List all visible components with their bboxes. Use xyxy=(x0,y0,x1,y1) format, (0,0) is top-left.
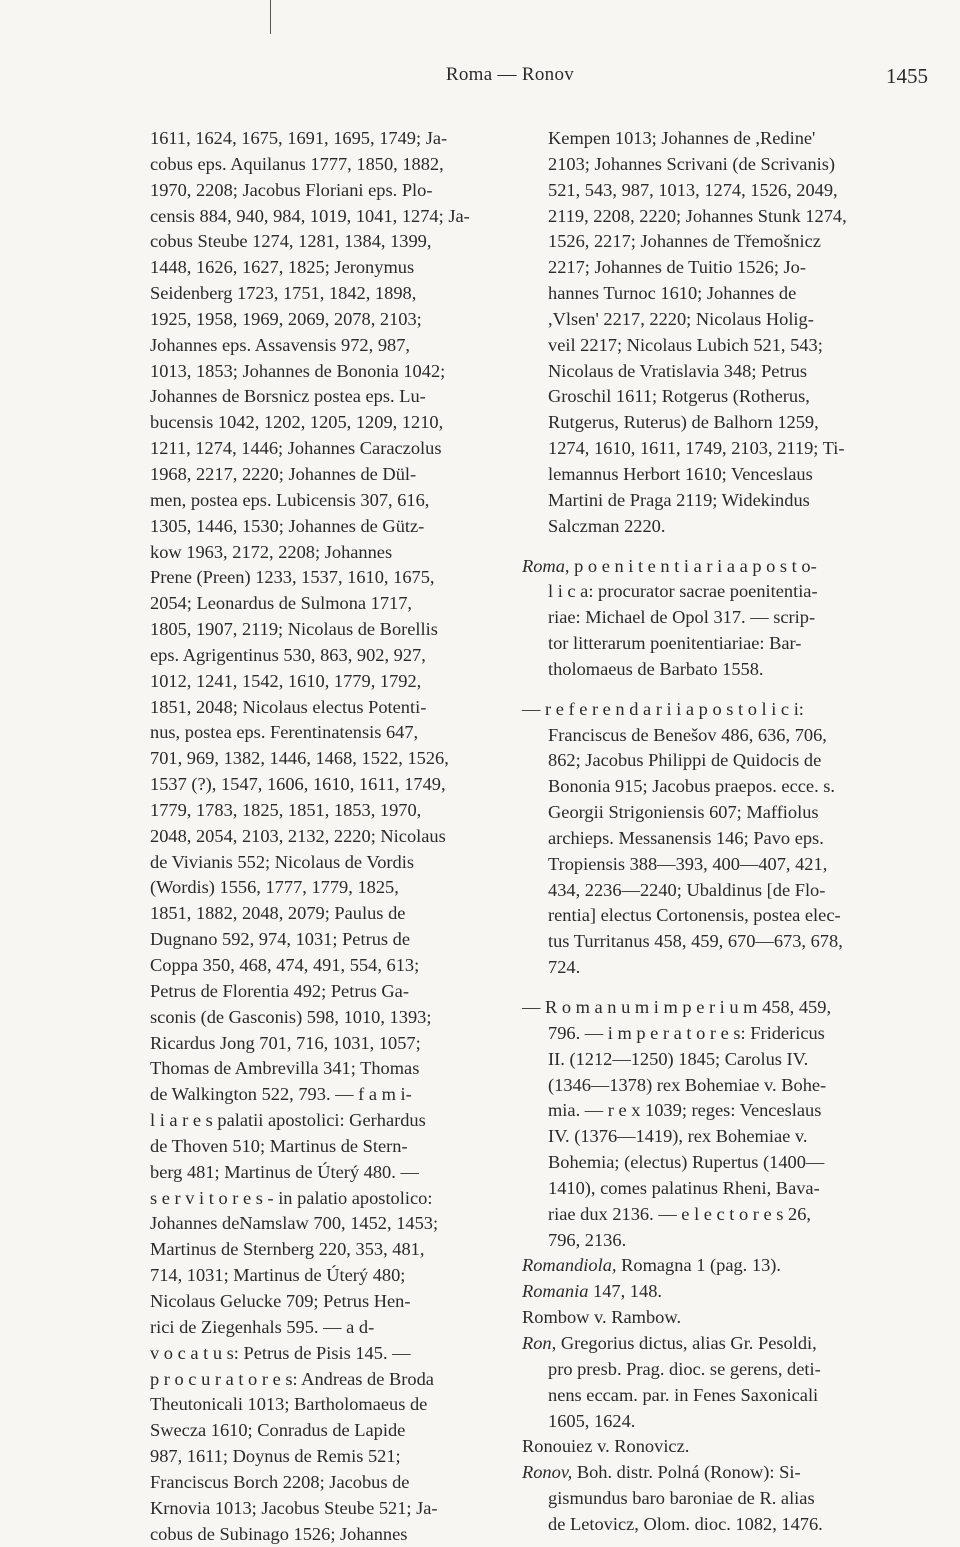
text-line: 1448, 1626, 1627, 1825; Jeronymus xyxy=(150,257,415,278)
entry-romandiola xyxy=(522,1253,888,1279)
text-line: eps. Agrigentinus 530, 863, 902, 927, xyxy=(150,644,426,665)
text-line: Georgii Strigoniensis 607; Maffiolus xyxy=(548,802,819,823)
text-line: Swecza 1610; Conradus de Lapide xyxy=(150,1420,406,1441)
text-line: 1537 (?), 1547, 1606, 1610, 1611, 1749, xyxy=(150,774,446,795)
entry-ronouiez: Ronouiez v. Ronovicz. xyxy=(522,1436,690,1457)
text-line: l i c a: procurator sacrae poenitentia- xyxy=(548,581,818,602)
text-line: Franciscus de Benešov 486, 636, 706, xyxy=(548,724,827,745)
entry-ron-first-line xyxy=(522,1331,888,1357)
entry-gap xyxy=(522,981,888,995)
text-line: de Walkington 522, 793. — f a m i- xyxy=(150,1084,412,1105)
text-line: Ricardus Jong 701, 716, 1031, 1057; xyxy=(150,1032,421,1053)
text-line: censis 884, 940, 984, 1019, 1041, 1274; Ja- xyxy=(150,205,470,226)
text-line: l i a r e s palatii apostolici: Gerhardus xyxy=(150,1110,426,1131)
entry-text: Romagna 1 (pag. 13). xyxy=(621,1255,781,1276)
entry-romania xyxy=(522,1279,888,1305)
text-line: (1346—1378) rex Bohemiae v. Bohe- xyxy=(548,1074,827,1095)
text-line: 2054; Leonardus de Sulmona 1717, xyxy=(150,593,413,614)
text-line: — r e f e r e n d a r i i a p o s t o l i c i: xyxy=(522,698,804,719)
running-head: Roma — Ronov xyxy=(445,64,575,85)
text-line: cobus Steube 1274, 1281, 1384, 1399, xyxy=(150,231,432,252)
text-line: Theutonicali 1013; Bartholomaeus de xyxy=(150,1394,428,1415)
text-line: Tropiensis 388—393, 400—407, 421, xyxy=(548,853,828,874)
text-line: 434, 2236—2240; Ubaldinus [de Flo- xyxy=(548,879,826,900)
text-line: 1305, 1446, 1530; Johannes de Gütz- xyxy=(150,515,425,536)
text-line: (Wordis) 1556, 1777, 1779, 1825, xyxy=(150,877,399,898)
text-line: de Thoven 510; Martinus de Stern- xyxy=(150,1135,408,1156)
text-line: Nicolaus de Vratislavia 348; Petrus xyxy=(548,360,808,381)
text-line: Groschil 1611; Rotgerus (Rotherus, xyxy=(548,386,810,407)
text-line: 1611, 1624, 1675, 1691, 1695, 1749; Ja- xyxy=(150,128,448,148)
text-line: 1968, 2217, 2220; Johannes de Dül- xyxy=(150,463,417,484)
text-line: 862; Jacobus Philippi de Quidocis de xyxy=(548,750,822,771)
text-line: Bononia 915; Jacobus praepos. ecce. s. xyxy=(548,776,836,797)
entry-text: 147, 148. xyxy=(593,1281,662,1302)
text-line: 2217; Johannes de Tuitio 1526; Jo- xyxy=(548,257,806,278)
text-line: tus Turritanus 458, 459, 670—673, 678, xyxy=(548,931,843,952)
text-line: tholomaeus de Barbato 1558. xyxy=(548,658,764,679)
right-column xyxy=(522,126,888,1538)
text-line: 2119, 2208, 2220; Johannes Stunk 1274, xyxy=(548,205,847,226)
text-line: Roma, p o e n i t e n t i a r i a a p o s t o- xyxy=(522,555,817,576)
text-line: 1805, 1907, 2119; Nicolaus de Borellis xyxy=(150,619,438,640)
text-line: Salczman 2220. xyxy=(548,515,666,536)
text-line: Johannes eps. Assavensis 972, 987, xyxy=(150,334,411,355)
text-line: 1211, 1274, 1446; Johannes Caraczolus xyxy=(150,438,442,459)
text-line: 1970, 2208; Jacobus Floriani eps. Plo- xyxy=(150,179,433,200)
entry-referendarii xyxy=(522,697,888,981)
entry-ron-line: nens eccam. par. in Fenes Saxonicali xyxy=(548,1384,819,1405)
text-line: rentia] electus Cortonensis, postea elec- xyxy=(548,905,841,926)
text-line: riae dux 2136. — e l e c t o r e s 26, xyxy=(548,1203,812,1224)
text-line: Petrus de Florentia 492; Petrus Ga- xyxy=(150,980,409,1001)
text-line: Bohemia; (electus) Rupertus (1400— xyxy=(548,1152,825,1173)
text-line: kow 1963, 2172, 2208; Johannes xyxy=(150,541,393,562)
text-line: tor litterarum poenitentiariae: Bar- xyxy=(548,633,802,654)
entry-head: Romania xyxy=(522,1281,589,1302)
text-line: Martini de Praga 2119; Widekindus xyxy=(548,489,810,510)
text-line: s e r v i t o r e s - in palatio apostolico: xyxy=(150,1187,433,1208)
entry-ron-line: pro presb. Prag. dioc. se gerens, deti- xyxy=(548,1358,821,1379)
text-line: 1851, 2048; Nicolaus electus Potenti- xyxy=(150,696,427,717)
entry-head: Romandiola, xyxy=(522,1255,617,1276)
text-line: rici de Ziegenhals 595. — a d- xyxy=(150,1316,375,1337)
text-line: 1851, 1882, 2048, 2079; Paulus de xyxy=(150,903,406,924)
text-line: Martinus de Sternberg 220, 353, 481, xyxy=(150,1239,425,1260)
text-line: 2048, 2054, 2103, 2132, 2220; Nicolaus xyxy=(150,825,446,846)
text-line: cobus eps. Aquilanus 1777, 1850, 1882, xyxy=(150,153,444,174)
text-line: Seidenberg 1723, 1751, 1842, 1898, xyxy=(150,283,417,304)
text-line: Coppa 350, 468, 474, 491, 554, 613; xyxy=(150,955,420,975)
text-line: 1526, 2217; Johannes de Třemošnicz xyxy=(548,231,821,252)
entry-head: Ron, xyxy=(522,1332,557,1353)
text-line: 1012, 1241, 1542, 1610, 1779, 1792, xyxy=(150,670,422,691)
text-line: 1410), comes palatinus Rheni, Bava- xyxy=(548,1177,820,1198)
text-line: Johannes deNamslaw 700, 1452, 1453; xyxy=(150,1213,439,1234)
entry-rombow: Rombow v. Rambow. xyxy=(522,1307,682,1328)
text-line: Johannes de Borsnicz postea eps. Lu- xyxy=(150,386,426,407)
text-line: Prene (Preen) 1233, 1537, 1610, 1675, xyxy=(150,567,435,588)
text-line: — R o m a n u m i m p e r i u m 458, 459, xyxy=(522,997,832,1017)
text-line: Thomas de Ambrevilla 341; Thomas xyxy=(150,1058,420,1079)
entry-head: Roma, xyxy=(522,555,570,576)
text-line: Franciscus Borch 2208; Jacobus de xyxy=(150,1471,410,1492)
text-line: 1274, 1610, 1611, 1749, 2103, 2119; Ti- xyxy=(548,438,845,459)
text-line: veil 2217; Nicolaus Lubich 521, 543; xyxy=(548,334,823,355)
stray-mark xyxy=(270,0,271,34)
text-line: nus, postea eps. Ferentinatensis 647, xyxy=(150,722,419,743)
text-line: 724. xyxy=(548,957,581,978)
entry-ronov-line: gismundus baro baroniae de R. alias xyxy=(548,1488,815,1509)
entry-text: Boh. distr. Polná (Ronow): Si- xyxy=(576,1462,801,1483)
text-line: 714, 1031; Martinus de Úterý 480; xyxy=(150,1265,406,1286)
text-line: de Vivianis 552; Nicolaus de Vordis xyxy=(150,851,415,872)
page-header xyxy=(0,64,960,94)
text-line: Nicolaus Gelucke 709; Petrus Hen- xyxy=(150,1290,411,1311)
entry-gap xyxy=(522,540,888,554)
text-line: cobus de Subinago 1526; Johannes xyxy=(150,1523,408,1544)
entry-text: Gregorius dictus, alias Gr. Pesoldi, xyxy=(560,1332,817,1353)
text-line: 701, 969, 1382, 1446, 1468, 1522, 1526, xyxy=(150,748,449,769)
text-line: 987, 1611; Doynus de Remis 521; xyxy=(150,1446,401,1467)
text-line: mia. — r e x 1039; reges: Venceslaus xyxy=(548,1100,822,1121)
text-line: IV. (1376—1419), rex Bohemiae v. xyxy=(548,1126,808,1147)
text-line: men, postea eps. Lubicensis 307, 616, xyxy=(150,489,430,510)
entry-gap xyxy=(522,683,888,697)
text-line: II. (1212—1250) 1845; Carolus IV. xyxy=(548,1048,809,1069)
entry-ron-line: 1605, 1624. xyxy=(548,1410,636,1431)
text-line: 796, 2136. xyxy=(548,1229,627,1250)
text-line: bucensis 1042, 1202, 1205, 1209, 1210, xyxy=(150,412,444,433)
text-line: 796. — i m p e r a t o r e s: Fridericus xyxy=(548,1022,825,1043)
text-line: hannes Turnoc 1610; Johannes de xyxy=(548,283,797,304)
entry-ronov-line: de Letovicz, Olom. dioc. 1082, 1476. xyxy=(548,1513,823,1534)
text-line: lemannus Herbort 1610; Venceslaus xyxy=(548,463,813,484)
text-line: v o c a t u s: Petrus de Pisis 145. — xyxy=(150,1342,411,1363)
text-line: 1779, 1783, 1825, 1851, 1853, 1970, xyxy=(150,799,422,820)
text-line: Kempen 1013; Johannes de ,Redine' xyxy=(548,128,816,148)
text-line: archieps. Messanensis 146; Pavo eps. xyxy=(548,827,824,848)
entry-ronov-first-line xyxy=(522,1460,888,1486)
entry-poenitentiaria xyxy=(522,554,888,683)
text-line: 2103; Johannes Scrivani (de Scrivanis) xyxy=(548,153,836,174)
text-line: riae: Michael de Opol 317. — scrip- xyxy=(548,607,816,628)
text-line: berg 481; Martinus de Úterý 480. — xyxy=(150,1161,419,1182)
text-line: p r o c u r a t o r e s: Andreas de Broda xyxy=(150,1368,434,1389)
text-line: Dugnano 592, 974, 1031; Petrus de xyxy=(150,929,411,950)
text-line: Rutgerus, Ruterus) de Balhorn 1259, xyxy=(548,412,819,433)
entry-head: Ronov, xyxy=(522,1462,573,1483)
text-line: 521, 543, 987, 1013, 1274, 1526, 2049, xyxy=(548,179,838,200)
text-line: 1925, 1958, 1969, 2069, 2078, 2103; xyxy=(150,308,422,329)
text-line: Krnovia 1013; Jacobus Steube 521; Ja- xyxy=(150,1497,438,1518)
text-line: ,Vlsen' 2217, 2220; Nicolaus Holig- xyxy=(548,308,814,329)
entry-imperium xyxy=(522,995,888,1253)
left-column xyxy=(150,126,498,1547)
entry-continuation xyxy=(522,126,888,540)
text-line: sconis (de Gasconis) 598, 1010, 1393; xyxy=(150,1006,432,1027)
page-number: 1455 xyxy=(886,64,928,88)
text-line: 1013, 1853; Johannes de Bononia 1042; xyxy=(150,360,446,381)
